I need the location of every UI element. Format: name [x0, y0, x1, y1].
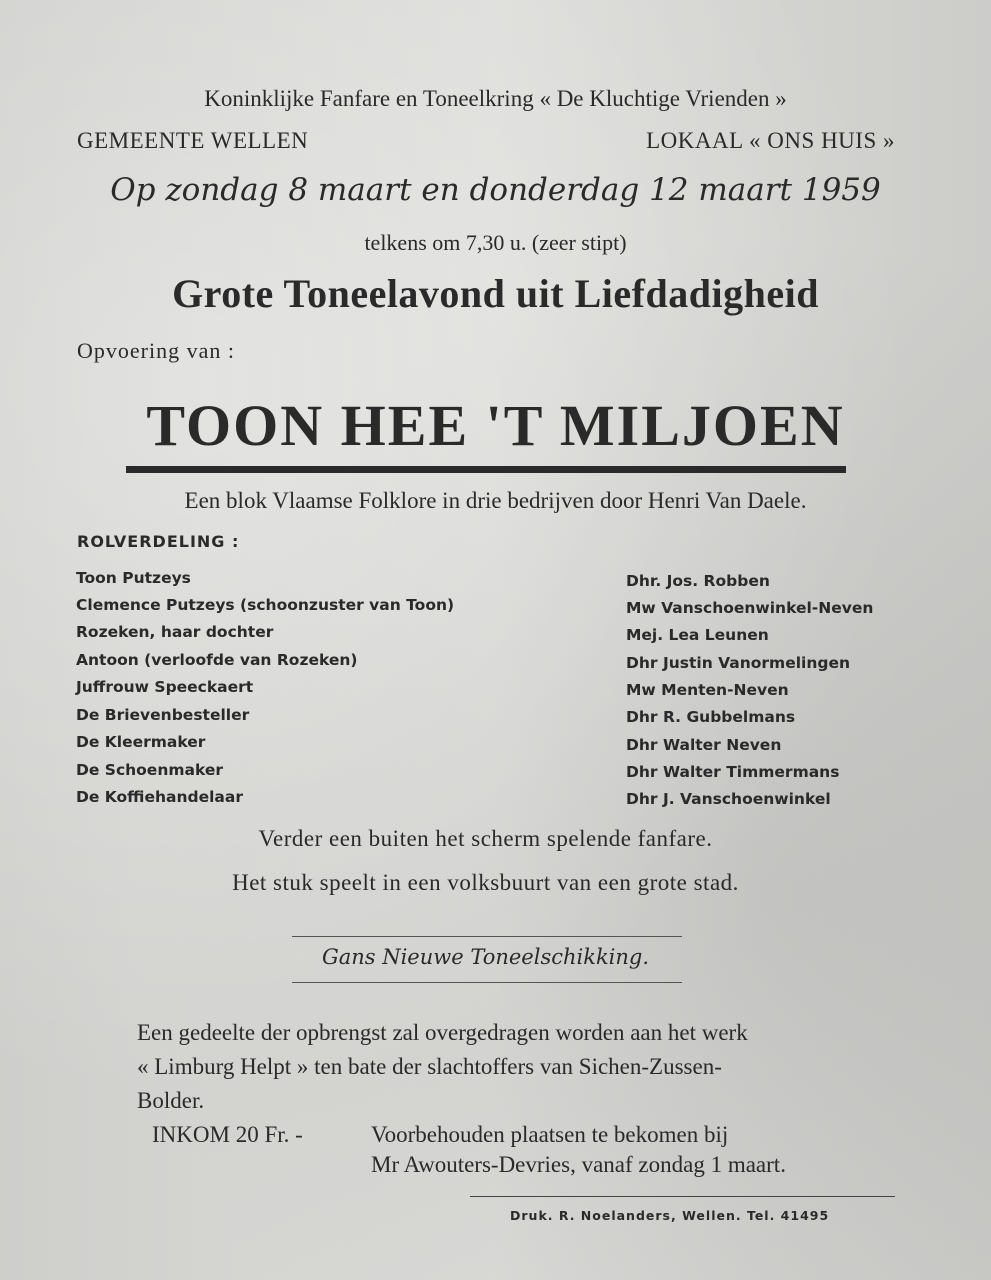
cast-actor: Mej. Lea Leunen [626, 626, 769, 644]
charity-line-2: « Limburg Helpt » ten bate der slachtoffers van Sichen-Zussen- [137, 1054, 722, 1079]
cast-role: Rozeken, haar dochter [76, 623, 274, 641]
cast-role: De Brievenbesteller [76, 706, 250, 724]
charity-line-3: Bolder. [137, 1088, 205, 1113]
cast-role: De Koffiehandelaar [76, 788, 243, 806]
title-underline [126, 466, 846, 473]
cast-role: De Kleermaker [76, 733, 206, 751]
entry-price: INKOM 20 Fr. - [152, 1122, 303, 1147]
cast-role: Toon Putzeys [76, 569, 191, 587]
cast-actor: Dhr. Jos. Robben [626, 572, 770, 590]
event-dates: Op zondag 8 maart en donderdag 12 maart 1959 [110, 172, 881, 208]
venue: LOKAAL « ONS HUIS » [646, 128, 895, 153]
decor-note: Gans Nieuwe Toneelschikking. [321, 945, 650, 969]
play-subtitle: Een blok Vlaamse Folklore in drie bedrijven door Henri Van Daele. [184, 488, 807, 513]
reservation-line-2: Mr Awouters-Devries, vanaf zondag 1 maart. [371, 1152, 786, 1177]
decor-top-rule [292, 936, 682, 937]
cast-label: ROLVERDELING : [77, 532, 240, 551]
cast-actor: Dhr Walter Neven [626, 736, 782, 754]
cast-role: Clemence Putzeys (schoonzuster van Toon) [76, 596, 455, 614]
reservation-line-1: Voorbehouden plaatsen te bekomen bij [371, 1122, 729, 1147]
charity-line-1: Een gedeelte der opbrengst zal overgedragen worden aan het werk [137, 1020, 748, 1045]
cast-role: Juffrouw Speeckaert [76, 678, 254, 696]
event-headline: Grote Toneelavond uit Liefdadigheid [172, 271, 819, 316]
play-intro: Opvoering van : [77, 338, 235, 363]
play-title: TOON HEE 'T MILJOEN [146, 393, 845, 458]
cast-actor: Dhr Justin Vanormelingen [626, 654, 851, 672]
printer-credit: Druk. R. Noelanders, Wellen. Tel. 41495 [510, 1208, 830, 1223]
cast-role: De Schoenmaker [76, 761, 224, 779]
municipality: GEMEENTE WELLEN [77, 128, 309, 153]
fanfare-note: Verder een buiten het scherm spelende fanfare. [258, 826, 713, 851]
event-time: telkens om 7,30 u. (zeer stipt) [364, 230, 627, 255]
cast-actor: Dhr Walter Timmermans [626, 763, 840, 781]
cast-actor: Mw Vanschoenwinkel-Neven [626, 599, 874, 617]
printer-rule [470, 1196, 895, 1197]
cast-actor: Dhr J. Vanschoenwinkel [626, 790, 831, 808]
setting-note: Het stuk speelt in een volksbuurt van een grote stad. [232, 870, 739, 895]
cast-actor: Mw Menten-Neven [626, 681, 789, 699]
cast-actor: Dhr R. Gubbelmans [626, 708, 796, 726]
organization-name: Koninklijke Fanfare en Toneelkring « De Kluchtige Vrienden » [204, 86, 787, 111]
decor-bottom-rule [292, 982, 682, 983]
cast-role: Antoon (verloofde van Rozeken) [76, 651, 358, 669]
